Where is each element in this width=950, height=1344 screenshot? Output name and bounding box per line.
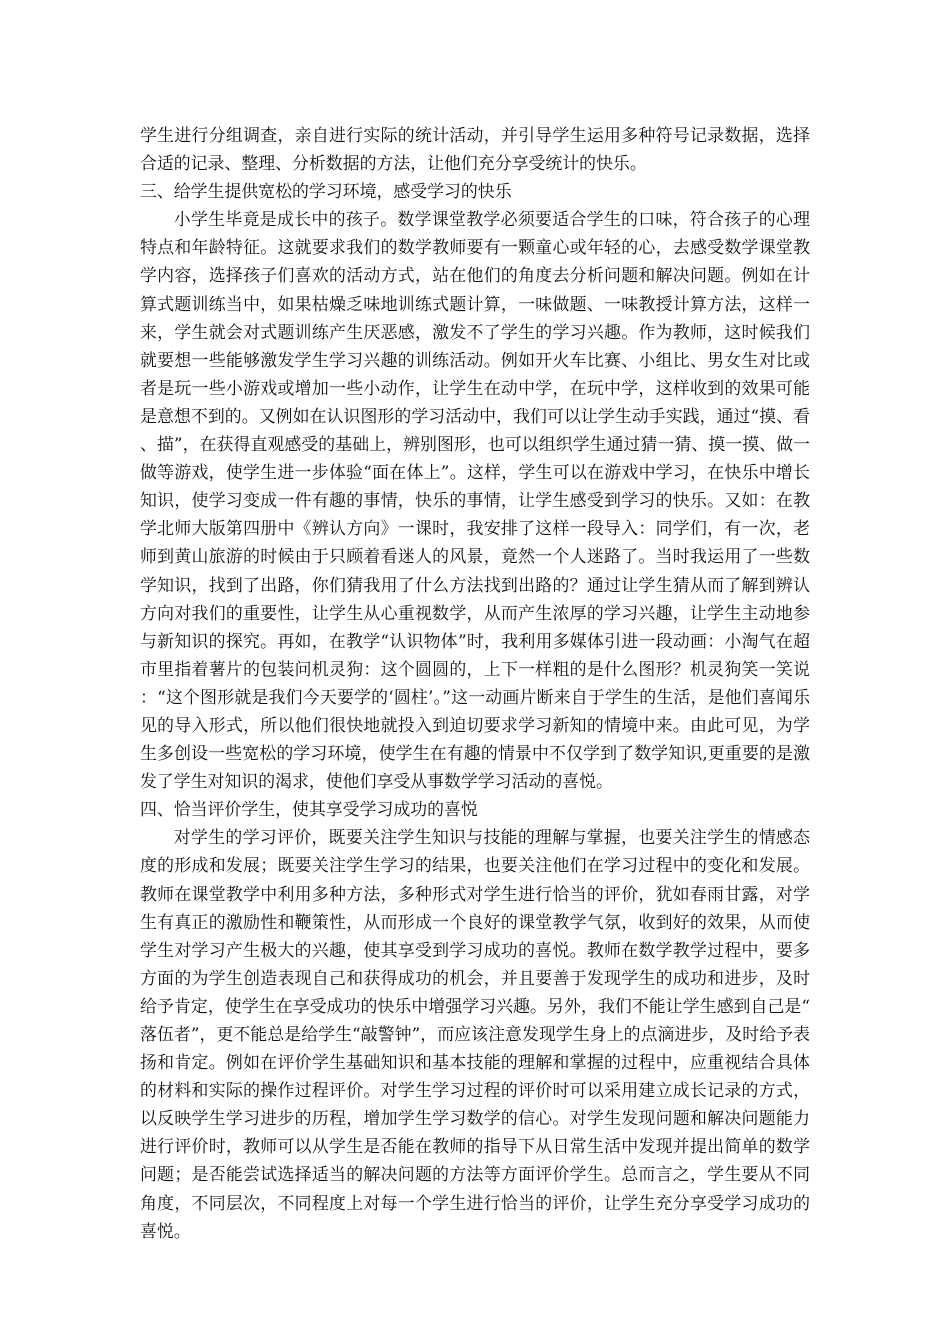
paragraph-section-4: 对学生的学习评价，既要关注学生知识与技能的理解与掌握，也要关注学生的情感态度的形成和发展；既要关注学生学习的结果，也要关注他们在学习过程中的变化和发展。教师在课堂教学中利用多种方法，多种形式对学生进行恰当的评价，犹如春雨甘露，对学生有真正的激励性和鞭策性，从而形成一个良好的课堂教学气氛，收到好的效果，从而使学生对学习产生极大的兴趣，使其享受到学习成功的喜悦。教师在数学教学过程中，要多方面的为学生创造表现自己和获得成功的机会，并且要善于发现学生的成功和进步，及时给予肯定，使学生在享受成功的快乐中增强学习兴趣。另外，我们不能让学生感到自己是“落伍者”，更不能总是给学生“敲警钟”，而应该注意发现学生身上的点滴进步，及时给予表扬和肯定。例如在评价学生基础知识和基本技能的理解和掌握的过程中，应重视结合具体的材料和实际的操作过程评价。对学生学习过程的评价时可以采用建立成长记录的方式，以反映学生学习进步的历程，增加学生学习数学的信心。对学生发现问题和解决问题能力进行评价时，教师可以从学生是否能在教师的指导下从日常生活中发现并提出简单的数学问题；是否能尝试选择适当的解决问题的方法等方面评价学生。总而言之，学生要从不同角度，不同层次，不同程度上对每一个学生进行恰当的评价，让学生充分享受学习成功的喜悦。 [140,827,810,1241]
section-heading-4: 四、恰当评价学生，使其享受学习成功的喜悦 [140,799,478,820]
document-page [140,121,810,1245]
paragraph-intro: 学生进行分组调查，亲自进行实际的统计活动，并引导学生运用多种符号记录数据，选择合适的记录、整理、分析数据的方法，让他们充分享受统计的快乐。 [140,125,810,174]
paragraph-section-3: 小学生毕竟是成长中的孩子。数学课堂教学必须要适合学生的口味，符合孩子的心理特点和年龄特征。这就要求我们的数学教师要有一颗童心或年轻的心，去感受数学课堂教学内容，选择孩子们喜欢的活动方式，站在他们的角度去分析问题和解决问题。例如在计算式题训练当中，如果枯燥乏味地训练式题计算，一味做题、一味教授计算方法，这样一来，学生就会对式题训练产生厌恶感，激发不了学生的学习兴趣。作为教师，这时候我们就要想一些能够激发学生学习兴趣的训练活动。例如开火车比赛、小组比、男女生对比或者是玩一些小游戏或增加一些小动作，让学生在动中学，在玩中学，这样收到的效果可能是意想不到的。又例如在认识图形的学习活动中，我们可以让学生动手实践，通过“摸、看、描”，在获得直观感受的基础上，辨别图形，也可以组织学生通过猜一猜、摸一摸、做一做等游戏，使学生进一步体验“面在体上”。这样，学生可以在游戏中学习，在快乐中增长知识，使学习变成一件有趣的事情，快乐的事情，让学生感受到学习的快乐。又如：在教学北师大版第四册中《辨认方向》一课时，我安排了这样一段导入：同学们，有一次，老师到黄山旅游的时候由于只顾着看迷人的风景，竟然一个人迷路了。当时我运用了一些数学知识，找到了出路，你们猜我用了什么方法找到出路的？通过让学生猜从而了解到辨认方向对我们的重要性，让学生从心重视数学，从而产生浓厚的学习兴趣，让学生主动地参与新知识的探究。再如，在教学“认识物体”时，我利用多媒体引进一段动画：小淘气在超市里指着薯片的包装问机灵狗：这个圆圆的，上下一样粗的是什么图形？机灵狗笑一笑说：“这个图形就是我们今天要学的‘圆柱’。”这一动画片断来自于学生的生活，是他们喜闻乐见的导入形式，所以他们很快地就投入到迫切要求学习新知的情境中来。由此可见，为学生多创设一些宽松的学习环境，使学生在有趣的情景中不仅学到了数学知识,更重要的是激发了学生对知识的渴求，使他们享受从事数学学习活动的喜悦。 [140,209,810,792]
section-heading-3: 三、给学生提供宽松的学习环境，感受学习的快乐 [140,181,512,202]
